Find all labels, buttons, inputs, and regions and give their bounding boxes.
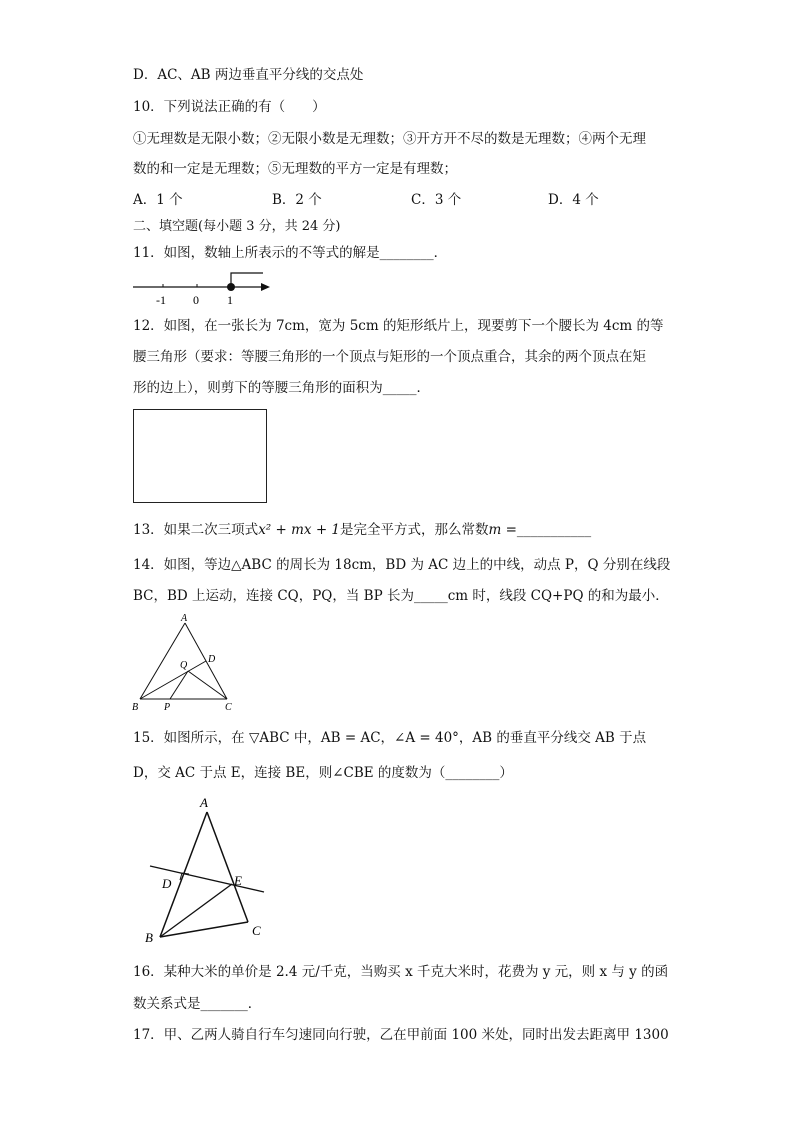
label-1: 1 [227,293,233,307]
side-ab [140,623,185,699]
q11-stem: 11．如图，数轴上所表示的不等式的解是________． [133,245,448,261]
label-a: A [200,795,208,810]
filled-point-icon [227,283,235,291]
q10-statements-line1: ①无理数是无限小数；②无限小数是无理数；③开方开不尽的数是无理数；④两个无理 [133,131,646,147]
q17-line1: 17．甲、乙两人骑自行车匀速同向行驶，乙在甲前面 100 米处，同时出发去距离甲 1300 [133,1027,669,1043]
q13-var: m = [488,522,517,538]
label-a: A [181,613,188,624]
label-q: Q [180,660,188,671]
label--1: -1 [156,293,166,307]
solution-bracket [231,273,263,287]
label-b: B [132,702,139,713]
label-p: P [164,702,171,713]
q13-expression: x² + mx + 1 [258,522,341,538]
q13-line [133,521,591,539]
number-line-figure [130,268,275,310]
q12-line3: 形的边上），则剪下的等腰三角形的面积为_____． [133,380,430,396]
segment-be [160,884,232,937]
label-e: E [234,873,242,888]
label-d: D [208,654,216,665]
q9-option-d: D．AC、AB 两边垂直平分线的交点处 [133,67,364,83]
label-d: D [162,876,172,891]
q13-middle: 是完全平方式，那么常数 [340,522,489,538]
q10-statements-line2: 数的和一定是无理数；⑤无理数的平方一定是有理数； [133,161,457,177]
q14-line2: BC，BD 上运动，连接 CQ，PQ，当 BP 长为_____cm 时，线段 CQ+PQ 的和为最小． [133,588,669,604]
q16-line2: 数关系式是_______． [133,996,262,1012]
label-b: B [145,930,153,945]
section-heading: 二、填空题(每小题 3 分，共 24 分) [133,219,341,234]
q12-line2: 腰三角形（要求：等腰三角形的一个顶点与矩形的一个顶点重合，其余的两个顶点在矩 [133,349,646,365]
equilateral-triangle-figure [130,611,240,715]
label-0: 0 [193,293,199,307]
side-ab [160,812,207,937]
label-c: C [225,702,232,713]
segment-pq [170,671,188,699]
arrow-head-icon [261,283,270,291]
q14-line1: 14．如图，等边△ABC 的周长为 18cm，BD 为 AC 边上的中线，动点 P，Q 分别在线段 [133,557,671,573]
median-bd [140,661,206,699]
label-c: C [252,923,261,938]
side-bc [160,922,248,937]
segment-cq [188,671,227,699]
q15-line2: D，交 AC 于点 E，连接 BE，则∠CBE 的度数为（________） [133,765,513,781]
q13-prefix: 13．如果二次三项式 [133,522,259,538]
q15-line1: 15．如图所示，在 ▽ABC 中，AB = AC，∠A = 40°，AB 的垂直平分线交 AB 于点 [133,730,647,746]
rectangle-figure [133,409,267,503]
q13-blank: ___________ [516,522,592,538]
isosceles-triangle-figure [130,792,275,948]
q10-option-c: C．3 个 [411,192,462,208]
q10-stem: 10．下列说法正确的有（ ） [133,99,326,115]
q10-option-a: A．1 个 [133,192,183,208]
q10-option-b: B．2 个 [272,192,322,208]
q12-line1: 12．如图，在一张长为 7cm，宽为 5cm 的矩形纸片上，现要剪下一个腰长为 4cm 的等 [133,318,664,334]
side-ac [207,812,248,922]
q10-option-d: D．4 个 [548,192,599,208]
q16-line1: 16．某种大米的单价是 2.4 元/千克，当购买 x 千克大米时，花费为 y 元，则 x 与 y 的函 [133,964,669,980]
